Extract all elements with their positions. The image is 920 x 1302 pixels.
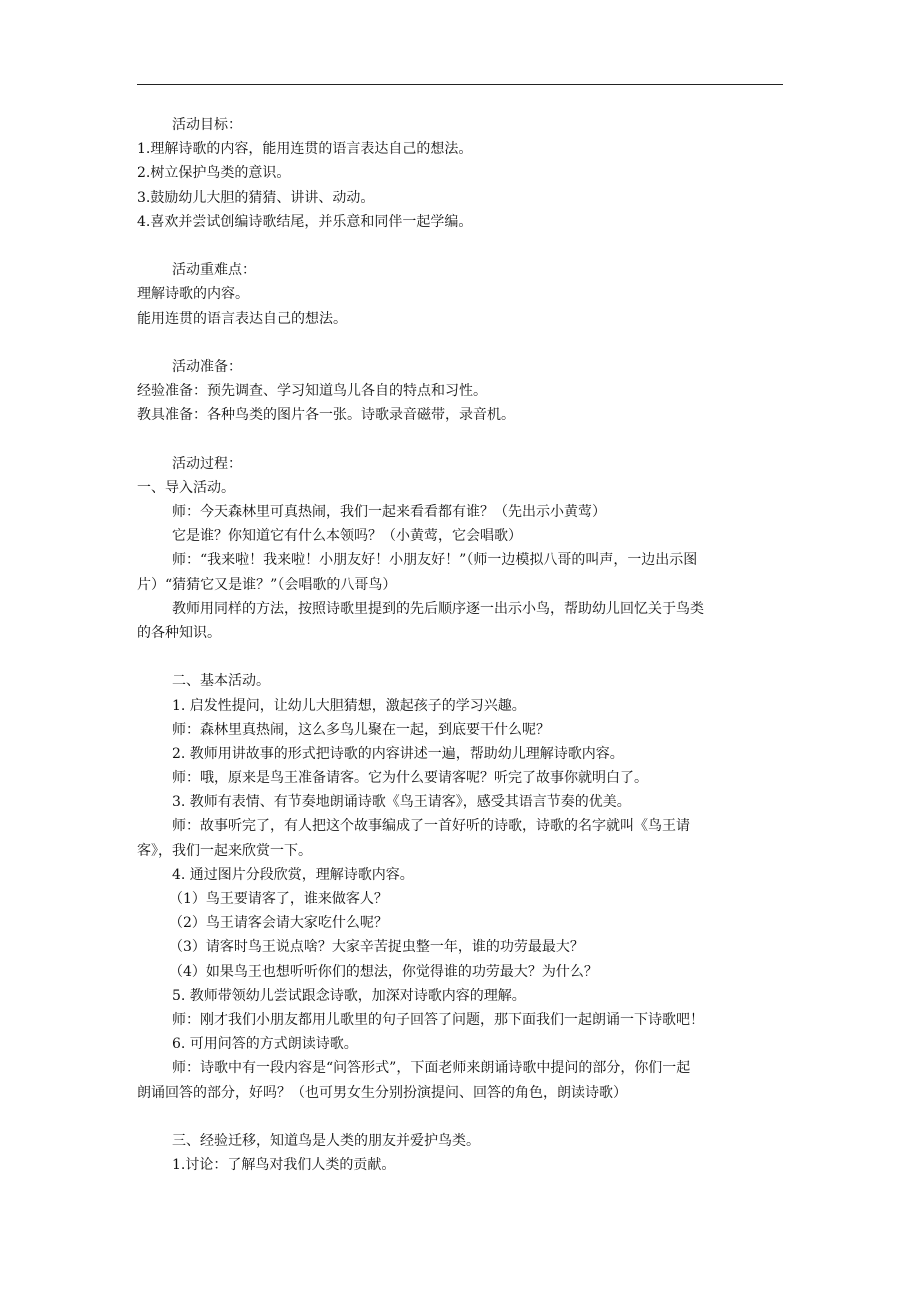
paragraph-line: 朗诵回答的部分，好吗？（也可男女生分别扮演提问、回答的角色，朗读诗歌）: [137, 1084, 627, 1101]
paragraph-line: 它是谁？你知道它有什么本领吗？（小黄莺，它会唱歌）: [172, 528, 522, 545]
paragraph-line: 师：诗歌中有一段内容是“问答形式”，下面老师来朗诵诗歌中提问的部分，你们一起: [172, 1060, 691, 1077]
paragraph-line: 5. 教师带领幼儿尝试跟念诗歌，加深对诗歌内容的理解。: [172, 987, 526, 1004]
paragraph-line: 4. 通过图片分段欣赏，理解诗歌内容。: [172, 866, 414, 883]
preparation-item: 教具准备：各种鸟类的图片各一张。诗歌录音磁带，录音机。: [137, 407, 515, 424]
question-line: （2）鸟王请客会请大家吃什么呢？: [169, 915, 388, 932]
process-heading: 活动过程：: [172, 455, 242, 472]
goal-item: 3.鼓励幼儿大胆的猜猜、讲讲、动动。: [137, 189, 375, 206]
paragraph-line: 1.讨论：了解鸟对我们人类的贡献。: [172, 1157, 396, 1174]
paragraph-line: 6. 可用问答的方式朗读诗歌。: [172, 1036, 358, 1053]
paragraph-line: 片）“猜猜它又是谁？”（会唱歌的八哥鸟）: [137, 576, 397, 593]
preparation-item: 经验准备：预先调查、学习知道鸟儿各自的特点和习性。: [137, 383, 487, 400]
paragraph-line: 师：故事听完了，有人把这个故事编成了一首好听的诗歌，诗歌的名字就叫《鸟王请: [172, 818, 690, 835]
header-rule: [137, 84, 783, 85]
paragraph-line: 的各种知识。: [137, 624, 221, 641]
paragraph-line: 师：今天森林里可真热闹，我们一起来看看都有谁？（先出示小黄莺）: [172, 504, 606, 520]
part3-title: 三、经验迁移，知道鸟是人类的朋友并爱护鸟类。: [172, 1132, 480, 1149]
key-points-heading: 活动重难点：: [172, 262, 256, 279]
paragraph-line: 师：刚才我们小朋友都用儿歌里的句子回答了问题，那下面我们一起朗诵一下诗歌吧！: [172, 1011, 704, 1028]
preparation-heading: 活动准备：: [172, 358, 242, 375]
question-line: （1）鸟王要请客了，谁来做客人？: [169, 891, 388, 907]
goals-heading: 活动目标：: [172, 117, 242, 133]
goal-item: 4.喜欢并尝试创编诗歌结尾，并乐意和同伴一起学编。: [137, 213, 473, 230]
paragraph-line: 教师用同样的方法，按照诗歌里提到的先后顺序逐一出示小鸟，帮助幼儿回忆关于鸟类: [172, 600, 704, 617]
question-line: （3）请客时鸟王说点啥？大家辛苦捉虫整一年，谁的功劳最最大？: [169, 939, 584, 956]
goal-item: 1.理解诗歌的内容，能用连贯的语言表达自己的想法。: [137, 141, 473, 158]
part1-title: 一、导入活动。: [137, 479, 235, 496]
paragraph-line: 2. 教师用讲故事的形式把诗歌的内容讲述一遍，帮助幼儿理解诗歌内容。: [172, 745, 624, 762]
paragraph-line: 1. 启发性提问，让幼儿大胆猜想，激起孩子的学习兴趣。: [172, 697, 526, 714]
part2-title: 二、基本活动。: [172, 673, 270, 690]
key-point-item: 能用连贯的语言表达自己的想法。: [137, 310, 347, 327]
paragraph-line: 师：哦，原来是鸟王准备请客。它为什么要请客呢？听完了故事你就明白了。: [172, 770, 648, 787]
paragraph-line: 师：森林里真热闹，这么多鸟儿聚在一起，到底要干什么呢？: [172, 721, 550, 738]
question-line: （4）如果鸟王也想听听你们的想法，你觉得谁的功劳最大？为什么？: [169, 963, 598, 980]
paragraph-line: 客》，我们一起来欣赏一下。: [137, 842, 312, 859]
key-point-item: 理解诗歌的内容。: [137, 286, 249, 303]
paragraph-line: 师：“我来啦！我来啦！小朋友好！小朋友好！”（师一边模拟八哥的叫声，一边出示图: [172, 552, 698, 569]
goal-item: 2.树立保护鸟类的意识。: [137, 165, 291, 182]
paragraph-line: 3. 教师有表情、有节奏地朗诵诗歌《鸟王请客》，感受其语言节奏的优美。: [172, 794, 631, 811]
document-body: [137, 113, 782, 1177]
